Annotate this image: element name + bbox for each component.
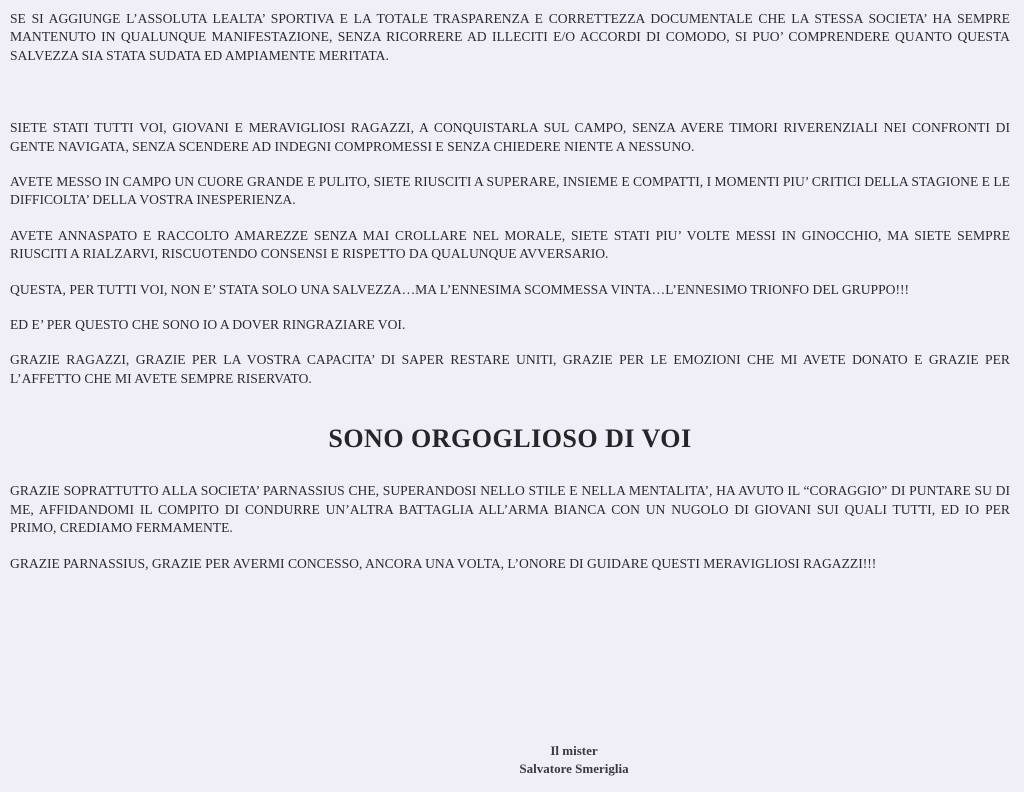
- signature-block: [0, 742, 1024, 778]
- paragraph-resilience: AVETE ANNASPATO E RACCOLTO AMAREZZE SENZA MAI CROLLARE NEL MORALE, SIETE STATI PIU’ VOLTE MESSI IN GINOCCHIO, MA SIETE SEMPRE RIUSCITI A RIALZARVI, RISCUOTENDO CONSENSI E RISPETTO DA QUALUNQUE AVVERSARIO.: [10, 227, 1010, 262]
- paragraph-conquest: SIETE STATI TUTTI VOI, GIOVANI E MERAVIGLIOSI RAGAZZI, A CONQUISTARLA SUL CAMPO, SENZA AVERE TIMORI RIVERENZIALI NEI CONFRONTI DI GENTE NAVIGATA, SENZA SCENDERE AD INDEGNI COMPROMESSI E SENZA CHIEDERE NIENTE A NESSUNO.: [10, 120, 1010, 154]
- paragraph-heart: AVETE MESSO IN CAMPO UN CUORE GRANDE E PULITO, SIETE RIUSCITI A SUPERARE, INSIEME E COMPATTI, I MOMENTI PIU’ CRITICI DELLA STAGIONE E LE DIFFICOLTA’ DELLA VOSTRA INESPERIENZA.: [10, 174, 1010, 208]
- paragraph-thanks-society: GRAZIE SOPRATTUTTO ALLA SOCIETA’ PARNASSIUS CHE, SUPERANDOSI NELLO STILE E NELLA MENTALITA’, HA AVUTO IL “CORAGGIO” DI PUNTARE SU DI ME, AFFIDANDOMI IL COMPITO DI CONDURRE UN’ALTRA BATTAGLIA ALL’ARMA BIANCA CON UN NUGOLO DI GIOVANI SUI QUALI TUTTI, ED IO PER PRIMO, CREDIAMO FERMAMENTE.: [10, 483, 1010, 536]
- page-heading: SONO ORGOGLIOSO DI VOI: [328, 424, 692, 454]
- paragraph-thanks-players: GRAZIE RAGAZZI, GRAZIE PER LA VOSTRA CAPACITA’ DI SAPER RESTARE UNITI, GRAZIE PER LE EMOZIONI CHE MI AVETE DONATO E GRAZIE PER L’AFFETTO CHE MI AVETE SEMPRE RISERVATO.: [10, 352, 1010, 386]
- paragraph-integrity: SE SI AGGIUNGE L’ASSOLUTA LEALTA’ SPORTIVA E LA TOTALE TRASPARENZA E CORRETTEZZA DOCUMENTALE CHE LA STESSA SOCIETA’ HA SEMPRE MANTENUTO IN QUALUNQUE MANIFESTAZIONE, SENZA RICORRERE AD ILLECITI E/O ACCORDI DI COMODO, SI PUO’ COMPRENDERE QUANTO QUESTA SALVEZZA SIA STATA SUDATA ED AMPIAMENTE MERITATA.: [10, 11, 1010, 63]
- paragraph-thanks-intro: ED E’ PER QUESTO CHE SONO IO A DOVER RINGRAZIARE VOI.: [10, 317, 406, 333]
- paragraph-triumph: QUESTA, PER TUTTI VOI, NON E’ STATA SOLO UNA SALVEZZA…MA L’ENNESIMA SCOMMESSA VINTA…L’ENNESIMO TRIONFO DEL GRUPPO!!!: [10, 281, 910, 297]
- signature-name: Salvatore Smeriglia: [519, 761, 629, 776]
- paragraph-thanks-parnassius: GRAZIE PARNASSIUS, GRAZIE PER AVERMI CONCESSO, ANCORA UNA VOLTA, L’ONORE DI GUIDARE QUESTI MERAVIGLIOSI RAGAZZI!!!: [10, 555, 877, 571]
- signature-role: Il mister: [550, 743, 598, 758]
